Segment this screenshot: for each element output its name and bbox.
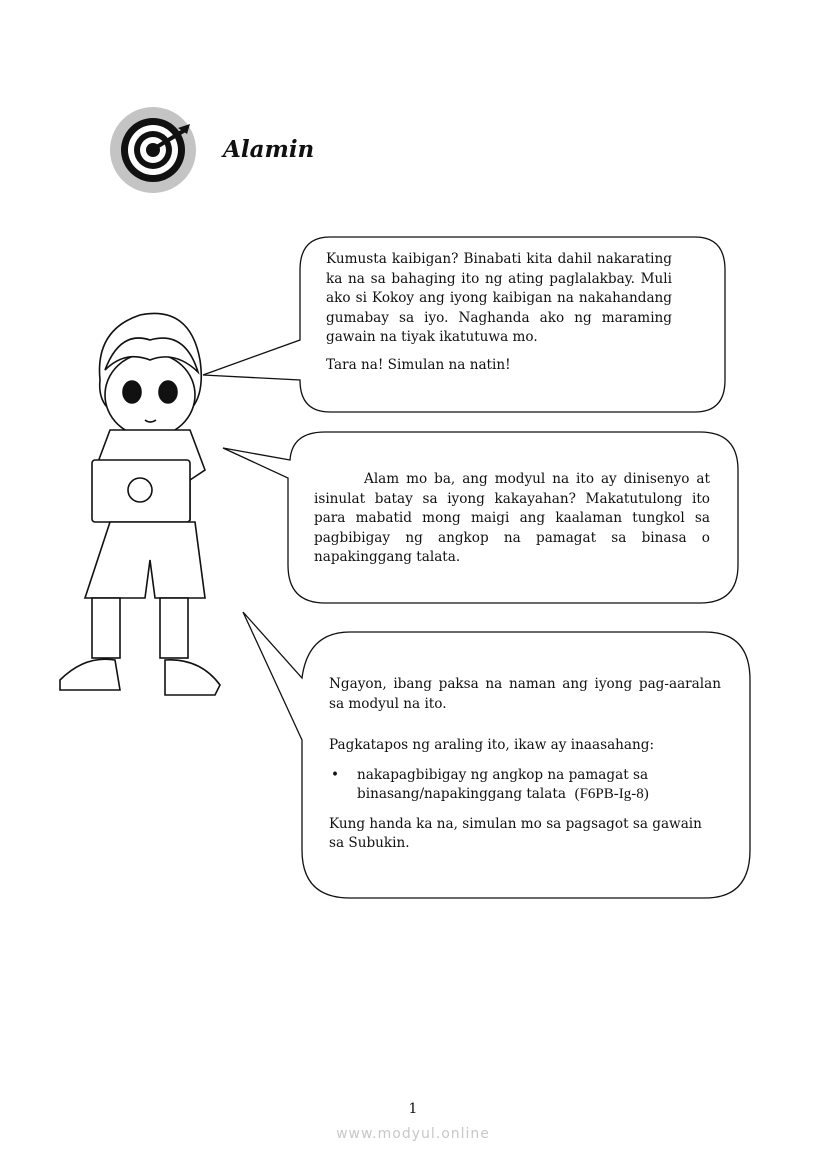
- page-number: 1: [408, 1101, 418, 1117]
- section-title: Alamin: [223, 136, 315, 163]
- greeting-paragraph: Kumusta kaibigan? Binabati kita dahil nakarating ka na sa bahaging ito ng ating paglalakbay. Muli ako si Kokoy ang iyong kaibigan na nakahandang gumabay sa iyo. Naghanda ako ng maraming gawain na tiyak ikatutuwa mo.: [326, 251, 672, 345]
- objective-text: nakapagbibigay ng angkop na pamagat sa binasang/napakinggang talata: [357, 766, 649, 802]
- bubble-2-text: [314, 470, 710, 568]
- target-icon: [110, 107, 196, 193]
- module-info-paragraph: Alam mo ba, ang modyul na ito ay dinisenyo at isinulat batay sa iyong kakayahan? Makatutulong ito para mabatid mong maigi ang kaalaman tungkol sa pagbibigay ng angkop na pamagat sa binasa o napakinggang talata.: [314, 471, 710, 565]
- lets-start-paragraph: Tara na! Simulan na natin!: [326, 356, 511, 373]
- topic-paragraph: Ngayon, ibang paksa na naman ang iyong pag-aaralan sa modyul na ito.: [329, 676, 721, 712]
- bubble-1-text: [326, 250, 672, 375]
- objectives-intro: Pagkatapos ng araling ito, ikaw ay inaasahang:: [329, 737, 655, 753]
- competency-code: (F6PB-Ig-8): [574, 786, 649, 802]
- bullet-icon: •: [331, 766, 340, 783]
- closing-paragraph: Kung handa ka na, simulan mo sa pagsagot sa gawain sa Subukin.: [329, 815, 702, 851]
- watermark: www.modyul.online: [336, 1126, 490, 1142]
- kokoy-character: [60, 313, 220, 695]
- bubble-3-text: [329, 675, 721, 854]
- objective-item: [331, 766, 721, 805]
